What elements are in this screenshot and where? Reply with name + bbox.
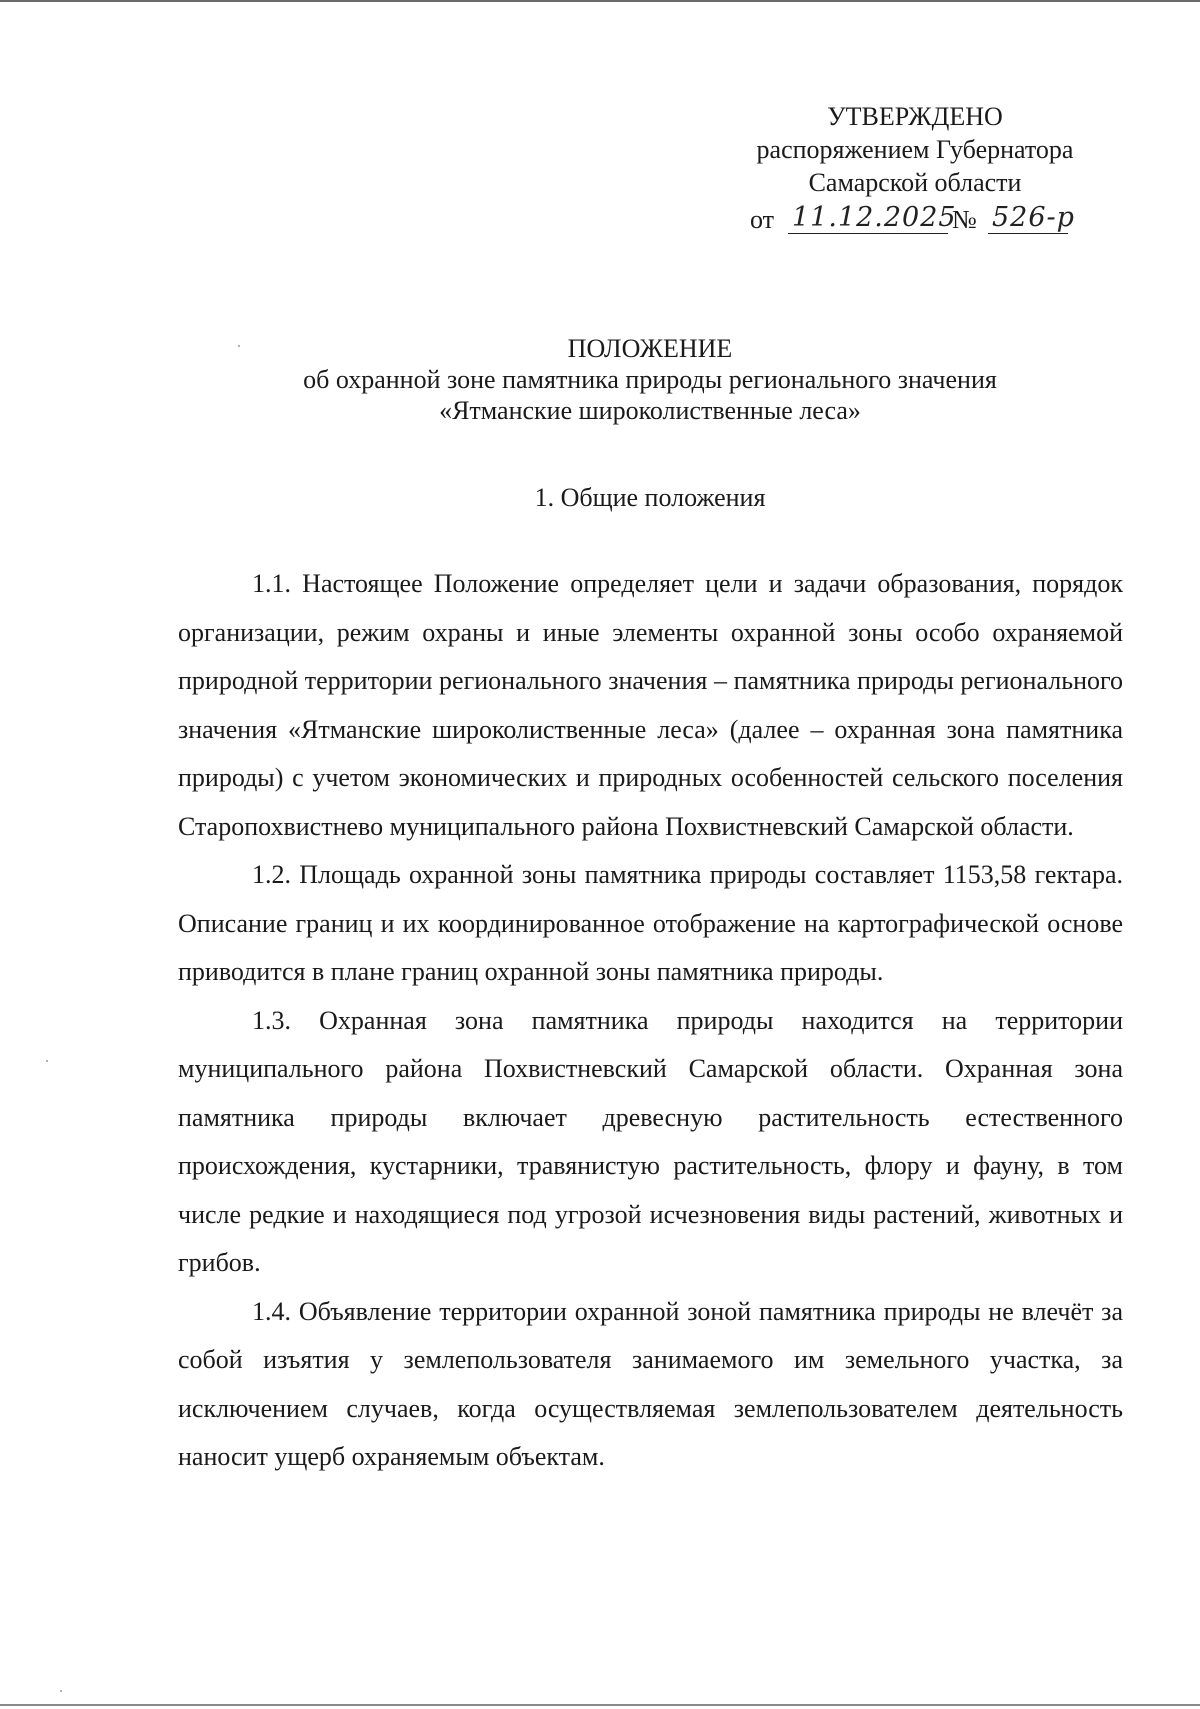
document-body: [178, 560, 1123, 1482]
approval-stamp-block: [730, 100, 1100, 239]
scan-speck: [238, 345, 240, 347]
document-heading: ПОЛОЖЕНИЕ: [567, 334, 733, 363]
paragraph-1-3: 1.3. Охранная зона памятника природы находится на территории муниципального района Похвистневский Самарской области. Охранная зона памятника природы включает древесную растительность естественного происхождения, кустарники, травянистую растительность, флору и фауну, в том числе редкие и находящиеся под угрозой исчезновения виды растений, животных и грибов.: [178, 1005, 1123, 1277]
from-label: от: [750, 205, 775, 234]
document-subtitle-line2: «Ятманские широколиственные леса»: [439, 396, 861, 425]
document-subtitle-line1: об охранной зоне памятника природы регионального значения: [303, 365, 997, 394]
number-label: №: [952, 205, 977, 234]
handwritten-number: 526-р: [992, 202, 1075, 233]
scan-edge-bottom: [0, 1704, 1200, 1706]
scan-edge-top: [0, 0, 1200, 2]
scan-speck: [60, 1690, 62, 1692]
handwritten-date: 11.12.2025: [792, 202, 957, 233]
number-underline: [988, 233, 1068, 234]
paragraph-1-1: 1.1. Настоящее Положение определяет цели и задачи образования, порядок организации, режим охраны и иные элементы охранной зоны особо охраняемой природной территории регионального значения – памятника природы регионального значения «Ятманские широколиственные леса» (далее – охранная зона памятника природы) с учетом экономических и природных особенностей сельского поселения Старопохвистнево муниципального района Похвистневский Самарской области.: [178, 569, 1123, 841]
scan-speck: [46, 1060, 48, 1062]
approval-date-line: [730, 199, 1100, 239]
approval-line-governor: распоряжением Губернатора: [756, 135, 1074, 164]
paragraph-1-4: 1.4. Объявление территории охранной зоной памятника природы не влечёт за собой изъятия у землепользователя занимаемого им земельного участка, за исключением случаев, когда осуществляемая землепользователем деятельность наносит ущерб охраняемым объектам.: [178, 1296, 1123, 1471]
approved-label: УТВЕРЖДЕНО: [827, 102, 1003, 131]
date-underline: [788, 233, 948, 234]
section-title: 1. Общие положения: [534, 483, 766, 512]
paragraph-1-2: 1.2. Площадь охранной зоны памятника природы составляет 1153,58 гектара. Описание границ и их координированное отображение на картографической основе приводится в плане границ охранной зоны памятника природы.: [178, 860, 1123, 986]
approval-line-region: Самарской области: [808, 168, 1022, 197]
document-title-block: [0, 333, 1200, 426]
